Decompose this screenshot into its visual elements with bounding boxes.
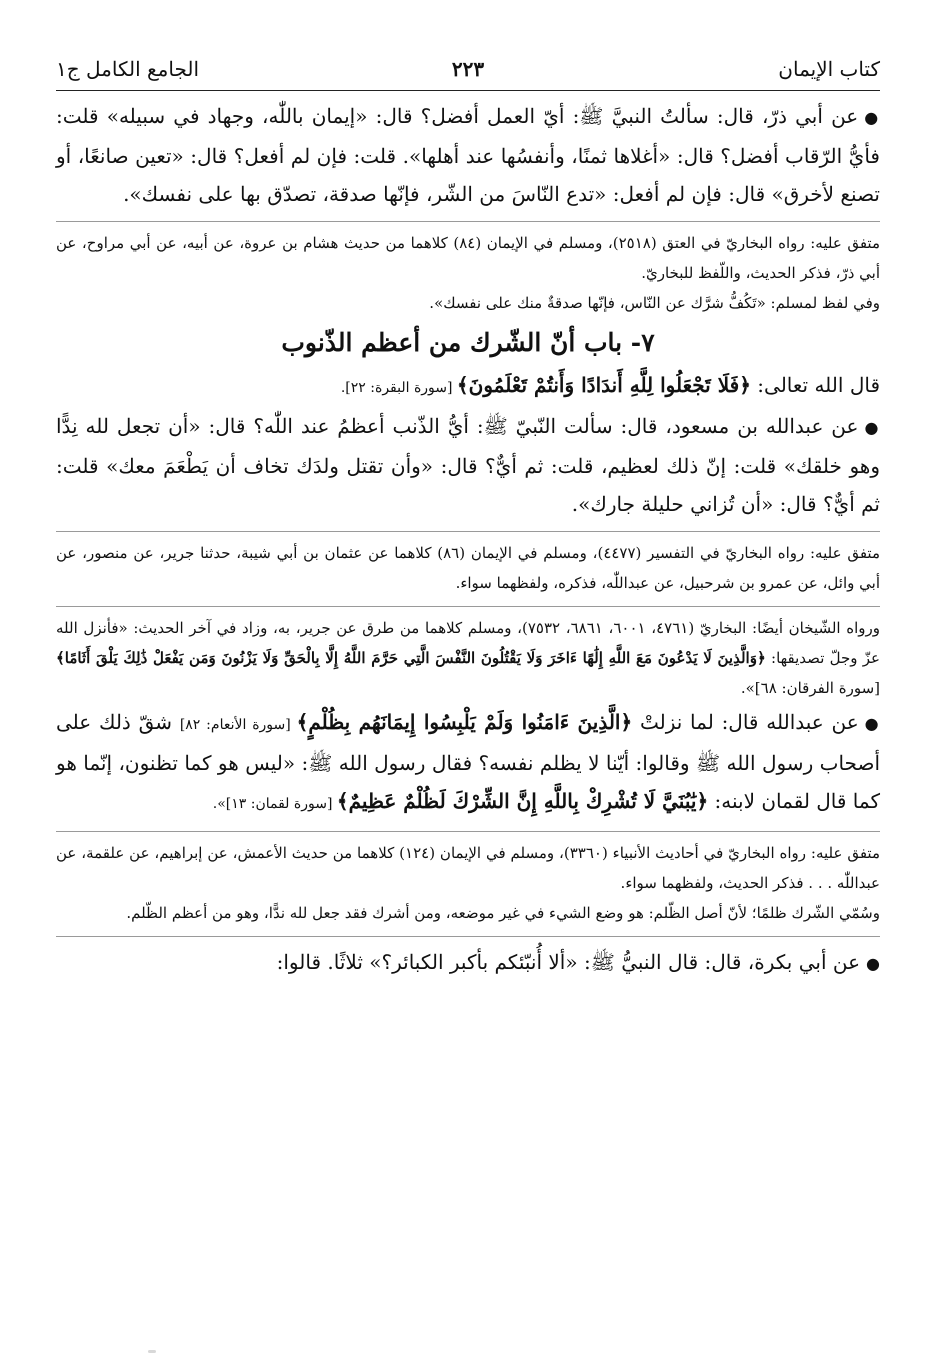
bullet-icon: ● bbox=[866, 954, 880, 973]
divider bbox=[56, 531, 880, 532]
hadith-abu-bakra bbox=[56, 943, 880, 983]
takhrij-note: متفق عليه: رواه البخاريّ في التفسير (٤٤٧٧)، ومسلم في الإيمان (٨٦) كلاهما عن عثمان بن أبي شيبة، حدثنا جرير، عن منصور، عن أبي وائل، عن عمرو بن شرحبيل، عن عبداللّٰه، فذكره، ولفظهما سواء. bbox=[56, 544, 880, 592]
quran-ayah: ﴿يَٰبُنَيَّ لَا تُشْرِكْ بِاللَّهِ إِنَّ الشِّرْكَ لَظُلْمٌ عَظِيمٌ﴾ bbox=[336, 789, 709, 813]
book-page bbox=[56, 54, 880, 983]
chapter-heading: ٧- باب أنّ الشّرك من أعظم الذّنوب bbox=[281, 328, 655, 357]
surah-reference: [سورة الفرقان: ٦٨]». bbox=[740, 679, 880, 697]
scan-speck bbox=[148, 1350, 156, 1353]
note-text: ورواه الشّيخان أيضًا: البخاريّ (٤٧٦١، ٦٠٠١، ٦٨٦١، ٧٥٣٢)، ومسلم كلاهما من طرق عن جرير، به، وزاد في آخر الحديث: «فأنزل الله عزّ وجلّ تصديقها: bbox=[56, 619, 881, 667]
hadith-ibn-masud bbox=[56, 407, 880, 523]
quran-ayah: ﴿الَّذِينَ ءَامَنُوا وَلَمْ يَلْبِسُوا إِيمَانَهُم بِظُلْمٍ﴾ bbox=[296, 710, 633, 734]
hadith-abdullah bbox=[56, 703, 880, 823]
takhrij-note bbox=[56, 613, 880, 703]
hadith-text: عن أبي ذرّ، قال: سألتُ النبيَّ ﷺ: أيّ العمل أفضل؟ قال: «إيمان باللّٰه، وجهاد في سبيله» قلت: فأيُّ الرّقاب أفضل؟ قال: «أغلاها ثمنًا، وأنفسُها عند أهلها». قلت: فإن لم أفعل؟ قال: «تعين صانعًا، أو تصنع لأخرق» قال: فإن لم أفعل: «تدع النّاسَ من الشّر، فإنّها صدقة، تصدّق بها على نفسك». bbox=[56, 104, 880, 206]
divider bbox=[56, 831, 880, 832]
divider bbox=[56, 936, 880, 937]
takhrij-note: متفق عليه: رواه البخاريّ في أحاديث الأنبياء (٣٣٦٠)، ومسلم في الإيمان (١٢٤) كلاهما من حديث الأعمش، عن إبراهيم، عن علقمة، عن عبداللّٰه . . . فذكر الحديث، ولفظهما سواء. bbox=[56, 844, 880, 892]
bullet-icon: ● bbox=[864, 108, 881, 127]
bullet-icon: ● bbox=[864, 714, 881, 733]
divider bbox=[56, 606, 880, 607]
bullet-icon: ● bbox=[864, 418, 880, 437]
divider bbox=[56, 221, 880, 222]
hadith-abu-dharr bbox=[56, 97, 880, 213]
hadith-text: عن أبي بكرة، قال: قال النبيُّ ﷺ: «ألا أُنبّئكم بأكبر الكبائر؟» ثلاثًا. قالوا: bbox=[276, 950, 861, 974]
quran-ayah: ﴿فَلَا تَجْعَلُوا لِلَّهِ أَندَادًا وَأَنتُمْ تَعْلَمُونَ﴾ bbox=[456, 373, 751, 397]
page-number: ٢٢٣ bbox=[451, 57, 485, 81]
book-section-title: كتاب الإيمان bbox=[778, 57, 880, 81]
book-title: الجامع الكامل ج١ bbox=[56, 57, 200, 81]
surah-reference: [سورة لقمان: ١٣]». bbox=[212, 796, 337, 812]
takhrij-note: متفق عليه: رواه البخاريّ في العتق (٢٥١٨)، ومسلم في الإيمان (٨٤) كلاهما من حديث هشام بن عروة، عن أبيه، عن أبي مراوح، عن أبي ذرّ، فذكر الحديث، واللّفظ للبخاريّ. bbox=[56, 234, 880, 282]
takhrij-note: وفي لفظ لمسلم: «تَكُفُّ شرَّك عن النّاس، فإنّها صدقةٌ منك على نفسك». bbox=[429, 294, 880, 312]
surah-reference: [سورة الأنعام: ٨٢] bbox=[179, 717, 297, 733]
hadith-text: عن عبدالله قال: لما نزلتْ bbox=[632, 710, 859, 734]
quran-intro: قال الله تعالى: bbox=[750, 373, 880, 397]
page-header bbox=[56, 54, 880, 91]
quran-citation bbox=[56, 366, 880, 407]
explanatory-note: وسُمّي الشّرك ظلمًا؛ لأنّ أصل الظّلم: هو وضع الشيء في غير موضعه، ومن أشرك فقد جعل لله ندًّا، وهو من أعظم الظّلم. bbox=[126, 904, 880, 922]
surah-reference: [سورة البقرة: ٢٢]. bbox=[340, 380, 457, 396]
hadith-text: شقّ ذلك على أصحاب رسول الله ﷺ وقالوا: أيّنا لا يظلم نفسه؟ فقال رسول الله ﷺ: «ليس هو كما تظنون، إنّما هو كما قال لقمان لابنه: bbox=[56, 710, 880, 813]
quran-ayah: ﴿وَالَّذِينَ لَا يَدْعُونَ مَعَ اللَّهِ إِلَٰهًا ءَاخَرَ وَلَا يَقْتُلُونَ النَّفْسَ الَّتِي حَرَّمَ اللَّهُ إِلَّا بِالْحَقِّ وَلَا يَزْنُونَ وَمَن يَفْعَلْ ذَٰلِكَ يَلْقَ أَثَامًا﴾ bbox=[56, 649, 766, 667]
hadith-text: عن عبدالله بن مسعود، قال: سألت النّبيّ ﷺ: أيُّ الذّنب أعظمُ عند اللّٰه؟ قال: «أن تجعل لله نِدًّا وهو خلقك» قلت: إنّ ذلك لعظيم، قلت: ثم أيٌّ؟ قال: «وأن تقتل ولدَك تخاف أن يَطْعَمَ معك» قلت: ثم أيٌّ؟ قال: «أن تُزاني حليلة جارك». bbox=[56, 414, 881, 516]
